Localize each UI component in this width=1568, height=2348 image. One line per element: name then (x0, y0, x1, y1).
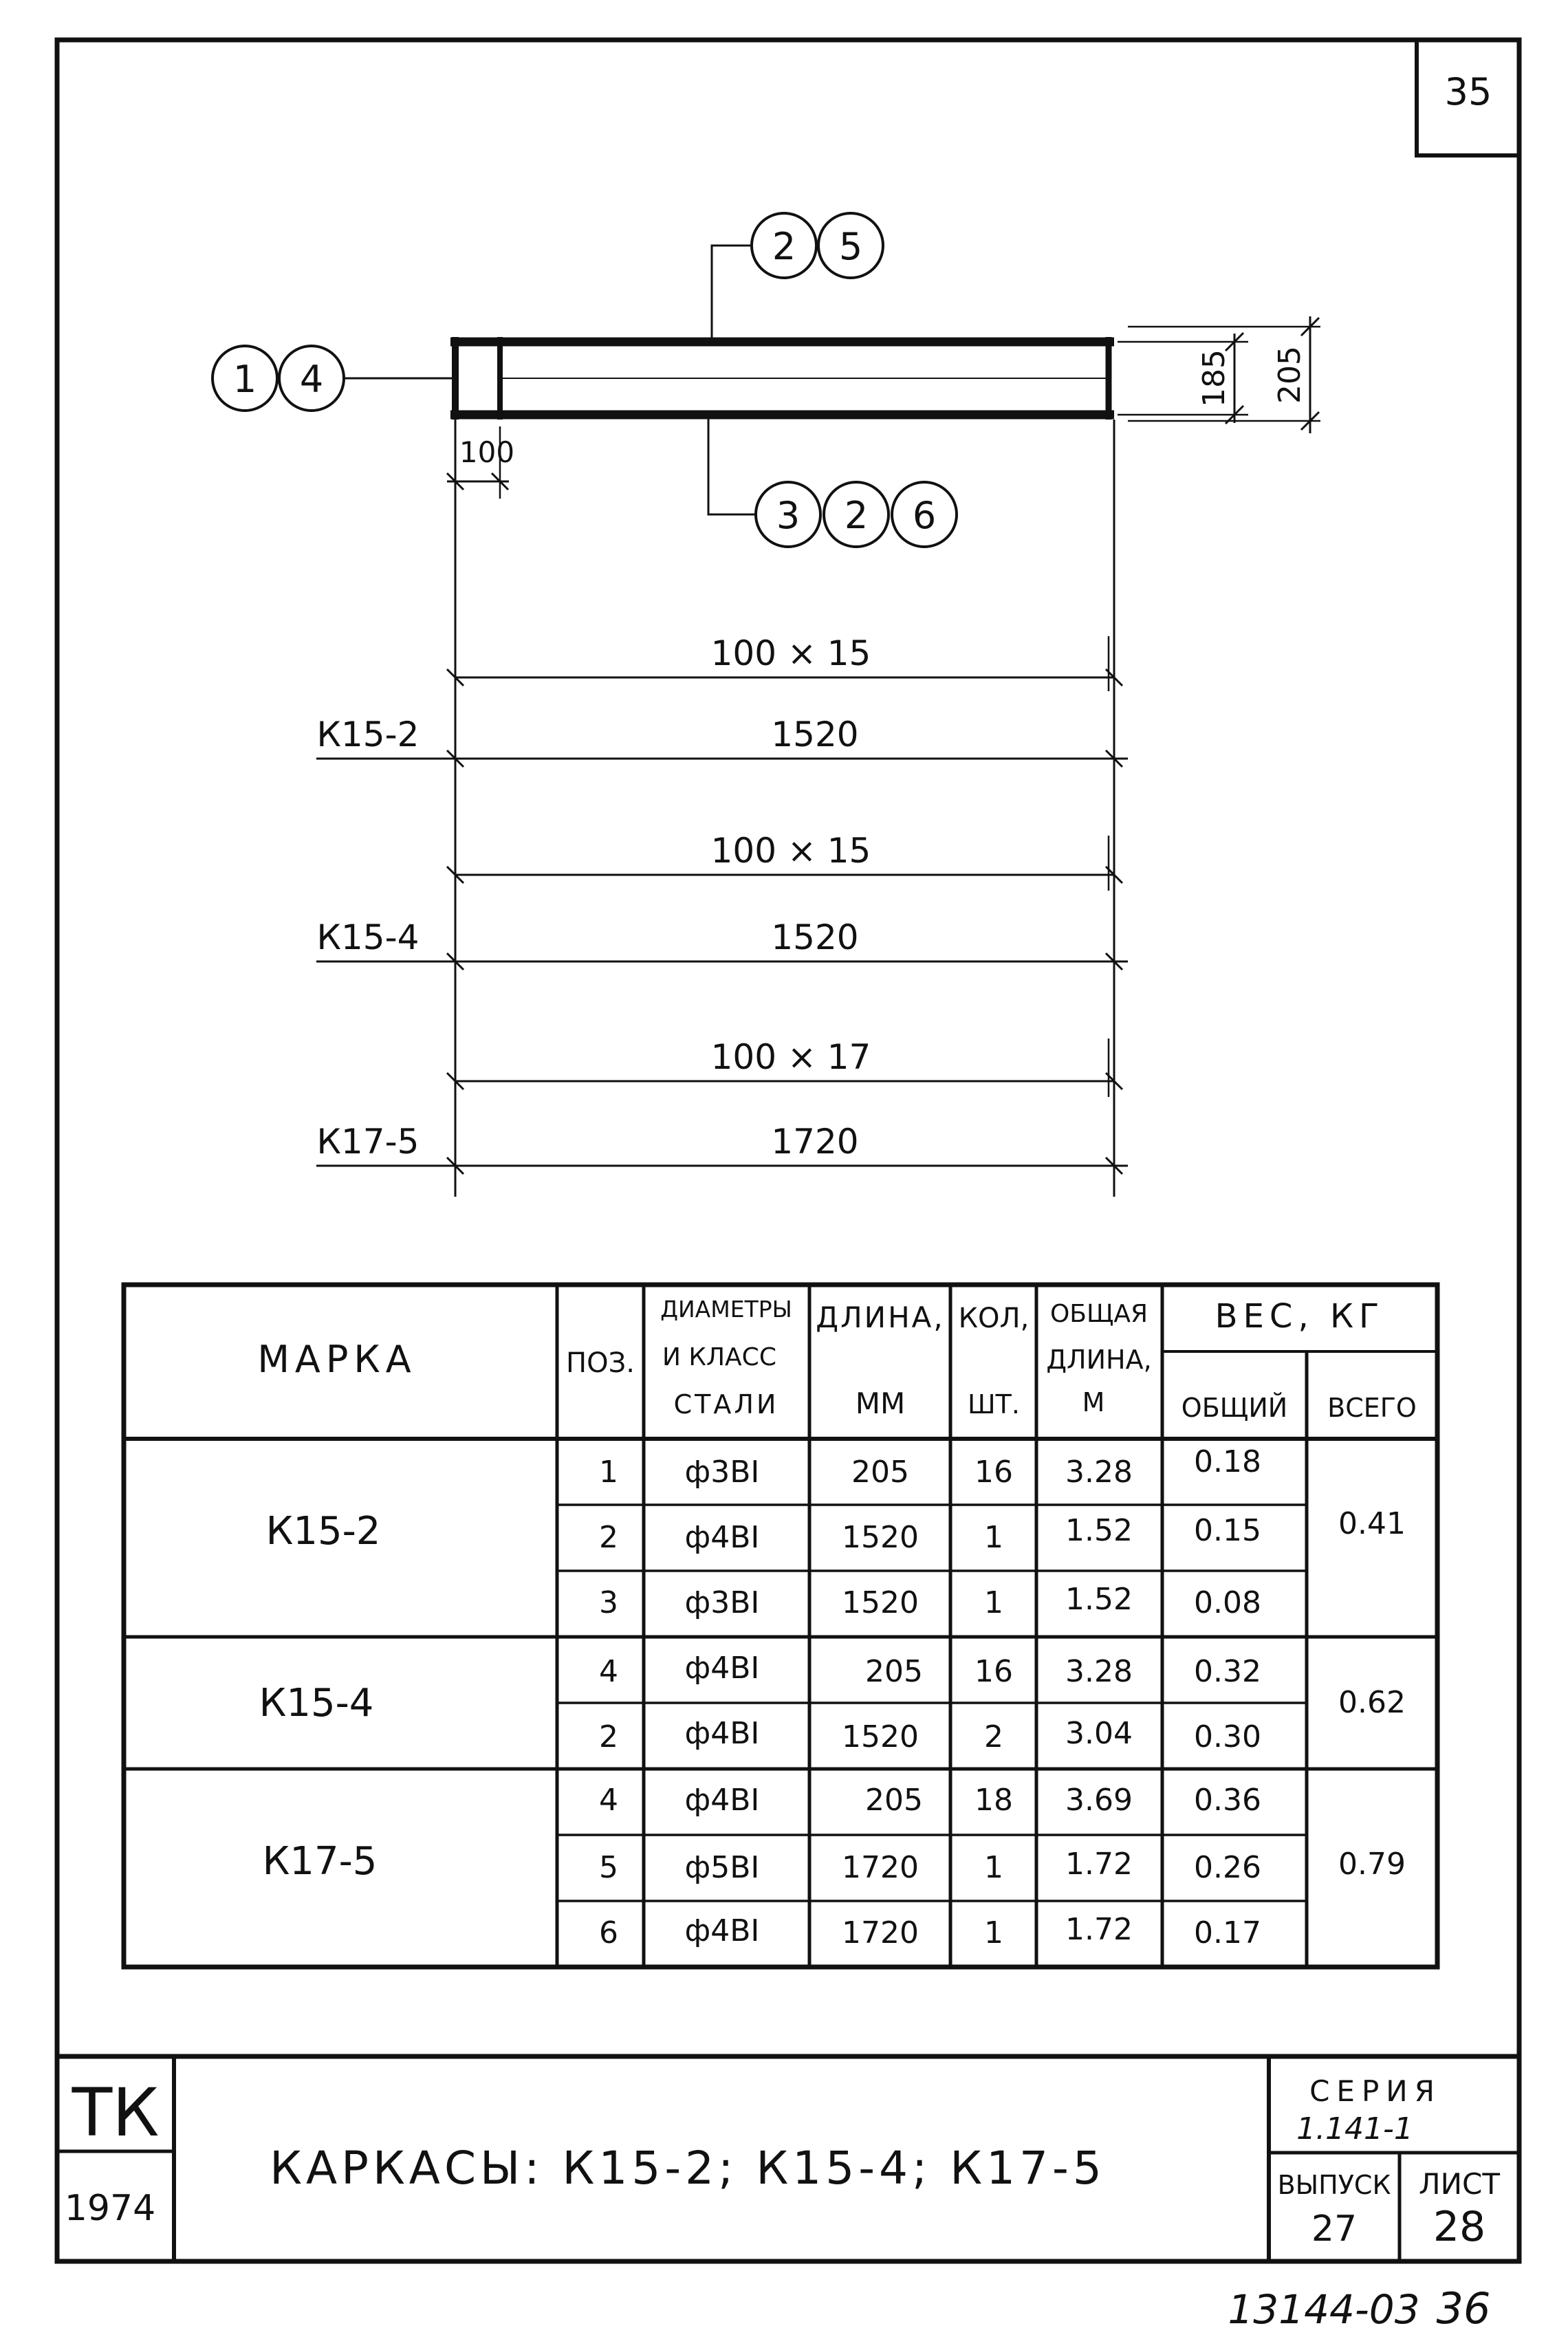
sheet-label: ЛИСТ (1419, 2167, 1500, 2201)
cell-tlen: 1.52 (1065, 1513, 1133, 1548)
cell-qty: 1 (984, 1585, 1003, 1620)
dim-row-3 (316, 1037, 1128, 1174)
drawing-title: КАРКАСЫ: К15-2; К15-4; К17-5 (270, 2142, 1106, 2195)
th-tlen-1: ОБЩАЯ (1049, 1300, 1148, 1328)
cell-diam: ф4ВI (684, 1651, 760, 1686)
th-tlen-2: ДЛИНА, (1046, 1345, 1152, 1375)
title-block (57, 2056, 1519, 2261)
cell-pos: 2 (599, 1719, 618, 1754)
callout-top-1: 2 (772, 225, 796, 268)
cell-pos: 2 (599, 1520, 618, 1555)
callout-top-2: 5 (838, 225, 863, 268)
cell-len: 1520 (842, 1520, 919, 1555)
cell-wt: 0.36 (1194, 1783, 1261, 1818)
dim-row-3-length: 1720 (771, 1122, 859, 1162)
cell-qty: 16 (974, 1654, 1013, 1689)
th-weight-all: ВСЕГО (1327, 1393, 1417, 1423)
cell-pos: 3 (599, 1585, 618, 1620)
th-diam-1: ДИАМЕТРЫ (660, 1296, 792, 1323)
callout-bottom-1: 3 (776, 494, 801, 537)
dim-row-2-spacing: 100 × 15 (710, 831, 871, 871)
dim-row-2-length: 1520 (771, 917, 859, 957)
dimension-rows (316, 633, 1128, 1174)
th-len-1: ДЛИНА, (816, 1301, 945, 1334)
callout-left-2: 4 (299, 358, 324, 401)
th-pos: ПОЗ. (566, 1347, 635, 1379)
callout-left-1: 1 (232, 358, 257, 401)
page-number: 35 (1444, 70, 1492, 113)
cell-qty: 1 (984, 1850, 1003, 1885)
cell-wt: 0.18 (1194, 1444, 1261, 1479)
dim-row-1-mark: К15-2 (316, 715, 420, 754)
cell-tlen: 3.04 (1065, 1716, 1133, 1751)
series-value: 1.141-1 (1296, 2111, 1413, 2146)
th-mark: МАРКА (257, 1338, 417, 1381)
dim-row-2-mark: К15-4 (316, 917, 420, 957)
cell-tlen: 1.52 (1065, 1582, 1133, 1617)
cell-len: 1520 (842, 1585, 919, 1620)
th-diam-2: И КЛАСС (662, 1343, 776, 1371)
issue-value: 27 (1311, 2208, 1358, 2250)
th-qty-2: ШТ. (968, 1389, 1020, 1420)
dim-total-height: 205 (1272, 346, 1307, 404)
cell-len: 1520 (842, 1719, 919, 1754)
cell-wt: 0.08 (1194, 1585, 1261, 1620)
cell-len: 205 (851, 1455, 909, 1490)
th-weight: ВЕС, КГ (1215, 1297, 1385, 1336)
group-2-mark: К15-4 (259, 1681, 374, 1726)
th-len-2: ММ (855, 1387, 906, 1420)
cell-pos: 1 (599, 1455, 618, 1490)
callout-group-top (752, 213, 883, 278)
archive-number: 13144-03 (1228, 2286, 1420, 2333)
callout-group-left (213, 346, 344, 411)
sheet-value: 28 (1433, 2203, 1486, 2251)
dim-spacing: 100 (459, 435, 515, 469)
cell-tlen: 3.28 (1065, 1455, 1133, 1490)
cell-tlen: 1.72 (1065, 1847, 1133, 1882)
dim-inner-height: 185 (1197, 349, 1232, 407)
cell-wt: 0.32 (1194, 1654, 1261, 1689)
dim-row-1 (316, 633, 1128, 767)
height-dimensions (1118, 316, 1320, 433)
cell-pos: 4 (599, 1654, 618, 1689)
cell-diam: ф5ВI (684, 1850, 760, 1885)
cell-tlen: 1.72 (1065, 1912, 1133, 1947)
page-number-box (1417, 40, 1519, 155)
cell-len: 205 (865, 1654, 923, 1689)
cell-diam: ф4ВI (684, 1913, 760, 1948)
spacing-dimension (447, 426, 514, 499)
dim-row-3-spacing: 100 × 17 (710, 1037, 871, 1077)
org-mark: ТК (72, 2074, 160, 2151)
series-label: СЕРИЯ (1309, 2074, 1441, 2108)
year: 1974 (64, 2188, 156, 2229)
cell-diam: ф4ВI (684, 1783, 760, 1818)
th-tlen-3: М (1082, 1387, 1105, 1417)
cell-wt: 0.17 (1194, 1915, 1261, 1950)
cell-qty: 2 (984, 1719, 1003, 1754)
spec-table (124, 1285, 1437, 1967)
th-qty-1: КОЛ, (958, 1303, 1030, 1334)
cell-diam: ф4ВI (684, 1716, 760, 1751)
group-3-mark: К17-5 (262, 1839, 378, 1884)
dim-row-2 (316, 831, 1128, 970)
cell-qty: 1 (984, 1520, 1003, 1555)
group-1-total: 0.41 (1338, 1506, 1406, 1541)
callout-bottom-2: 2 (844, 494, 869, 537)
dim-row-1-length: 1520 (771, 715, 859, 754)
cell-len: 205 (865, 1783, 923, 1818)
cell-len: 1720 (842, 1850, 919, 1885)
cell-tlen: 3.28 (1065, 1654, 1133, 1689)
cell-wt: 0.30 (1194, 1719, 1261, 1754)
cell-diam: ф3ВI (684, 1585, 760, 1620)
group-1-mark: К15-2 (265, 1509, 381, 1554)
cell-pos: 5 (599, 1850, 618, 1885)
callout-bottom-3: 6 (912, 494, 937, 537)
archive-page: 36 (1436, 2283, 1491, 2334)
cell-tlen: 3.69 (1065, 1783, 1133, 1818)
cell-pos: 6 (599, 1915, 618, 1950)
cell-pos: 4 (599, 1783, 618, 1818)
cell-diam: ф3ВI (684, 1455, 760, 1490)
cell-wt: 0.15 (1194, 1513, 1261, 1548)
group-3-total: 0.79 (1338, 1847, 1406, 1882)
cell-diam: ф4ВI (684, 1520, 760, 1555)
cell-qty: 18 (974, 1783, 1013, 1818)
callout-group-bottom (756, 482, 957, 547)
th-weight-total: ОБЩИЙ (1181, 1393, 1288, 1423)
dim-row-3-mark: К17-5 (316, 1122, 420, 1162)
th-diam-3: СТАЛИ (673, 1389, 779, 1420)
cell-len: 1720 (842, 1915, 919, 1950)
cell-wt: 0.26 (1194, 1850, 1261, 1885)
dim-row-1-spacing: 100 × 15 (710, 633, 871, 673)
cell-qty: 16 (974, 1455, 1013, 1490)
issue-label: ВЫПУСК (1277, 2170, 1391, 2200)
cell-qty: 1 (984, 1915, 1003, 1950)
group-2-total: 0.62 (1338, 1685, 1406, 1720)
